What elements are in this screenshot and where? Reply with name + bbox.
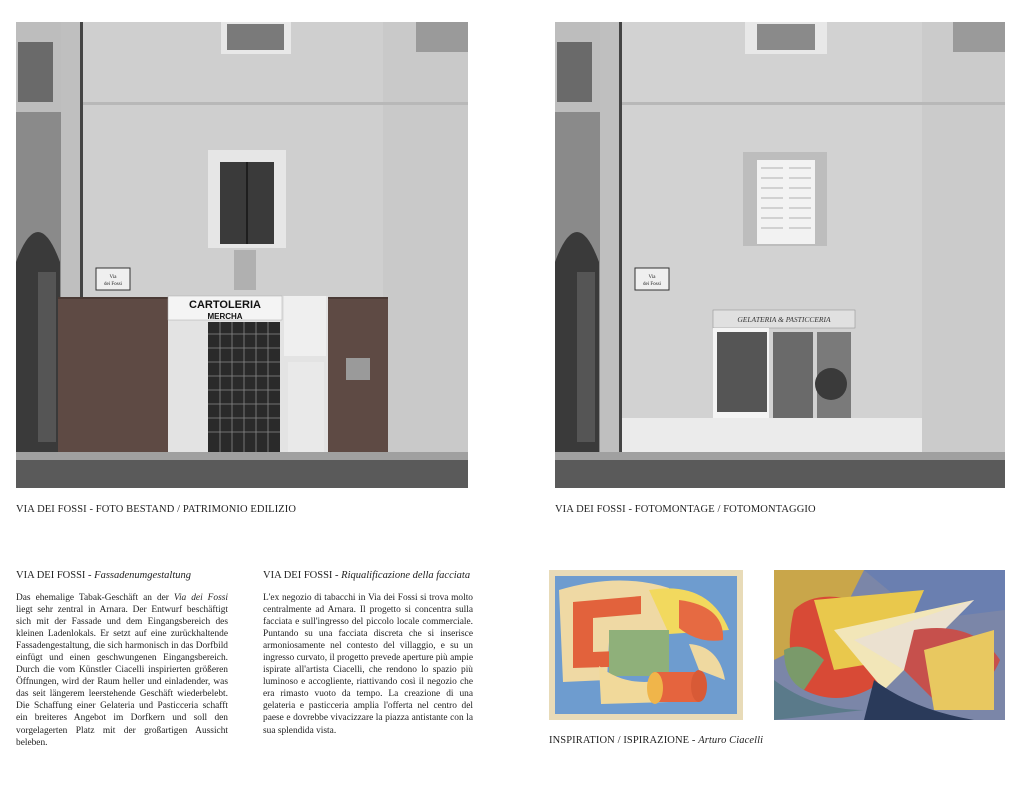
street-sign-line2: dei Fossi: [104, 282, 122, 287]
caption-inspiration: [549, 735, 763, 746]
heading-italian: [263, 570, 470, 581]
shop-sign-gelateria: GELATERIA & PASTICCERIA: [737, 315, 831, 324]
street-sign-line2-after: dei Fossi: [643, 282, 661, 287]
caption-photo-before: VIA DEI FOSSI - FOTO BESTAND / PATRIMONIO EDILIZIO: [16, 504, 297, 515]
heading-italian-sub: Riqualificazione della facciata: [341, 570, 471, 581]
photo-facade-before: [16, 22, 468, 488]
text-german-start: Das ehemalige Tabak-Geschäft an der: [16, 593, 174, 603]
text-german-rest: liegt sehr zentral in Arnara. Der Entwurf beschäftigt sich mit der Fassade und dem Eingangsbereich des kleinen Ladenlokals. Er setzt auf eine zurückhaltende Fassadengestaltung, die sich harmonisch in das Dorfbild einfügt und einen geschwungenen Eingangsbereich. Durch die vom Künstler Ciacelli inspirierten größeren Öffnungen, wird der Raum heller und einladender, was das seit längerem leerstehende Geschäft wiederbelebt. Die Schaffung einer Gelateria und Pasticceria schafft ein breiteres Angebot im Dorfkern und soll den vorgelagerten Platz mit der großartigen Aussicht beleben.: [16, 605, 228, 748]
body-text-italian: L'ex negozio di tabacchi in Via dei Fossi si trova molto centralmente ad Arnara. Il progetto si concentra sulla facciata e sull'ingresso del piccolo locale commerciale. Puntando su una facciata discreta che si inserisce armoniosamente nel contesto del villaggio, e su un ingresso curvato, il progetto prevede aperture più ampie ispirate all'artista Ciacelli, che rendono lo spazio più luminoso e accogliente, riattivando così il negozio che era rimasto vuoto da tempo. La creazione di una gelateria e pasticceria amplia l'offerta nel centro del paese e dovrebbe vivacizzare la piazza antistante con la sua splendida vista.: [263, 593, 473, 736]
heading-italian-main: VIA DEI FOSSI -: [263, 570, 342, 581]
caption-inspiration-main: INSPIRATION / ISPIRAZIONE -: [549, 735, 699, 746]
painting-ciacelli-2: [774, 570, 1005, 720]
street-sign-line1-after: Via: [648, 275, 656, 280]
shop-sign-cartoleria: CARTOLERIA: [189, 299, 261, 311]
street-sign-line1: Via: [109, 275, 117, 280]
painting-ciacelli-1: [549, 570, 743, 720]
heading-german-main: VIA DEI FOSSI -: [16, 570, 95, 581]
shop-sign-line2: MERCHA: [207, 312, 243, 321]
body-text-german: [16, 592, 228, 749]
heading-german-sub: Fassadenumgestaltung: [94, 570, 191, 581]
text-german-emph: Via dei Fossi: [173, 593, 228, 603]
caption-inspiration-artist: Arturo Ciacelli: [698, 735, 764, 746]
caption-photo-after: VIA DEI FOSSI - FOTOMONTAGE / FOTOMONTAGGIO: [555, 504, 816, 515]
photo-facade-after: [555, 22, 1005, 488]
heading-german: [16, 570, 191, 581]
